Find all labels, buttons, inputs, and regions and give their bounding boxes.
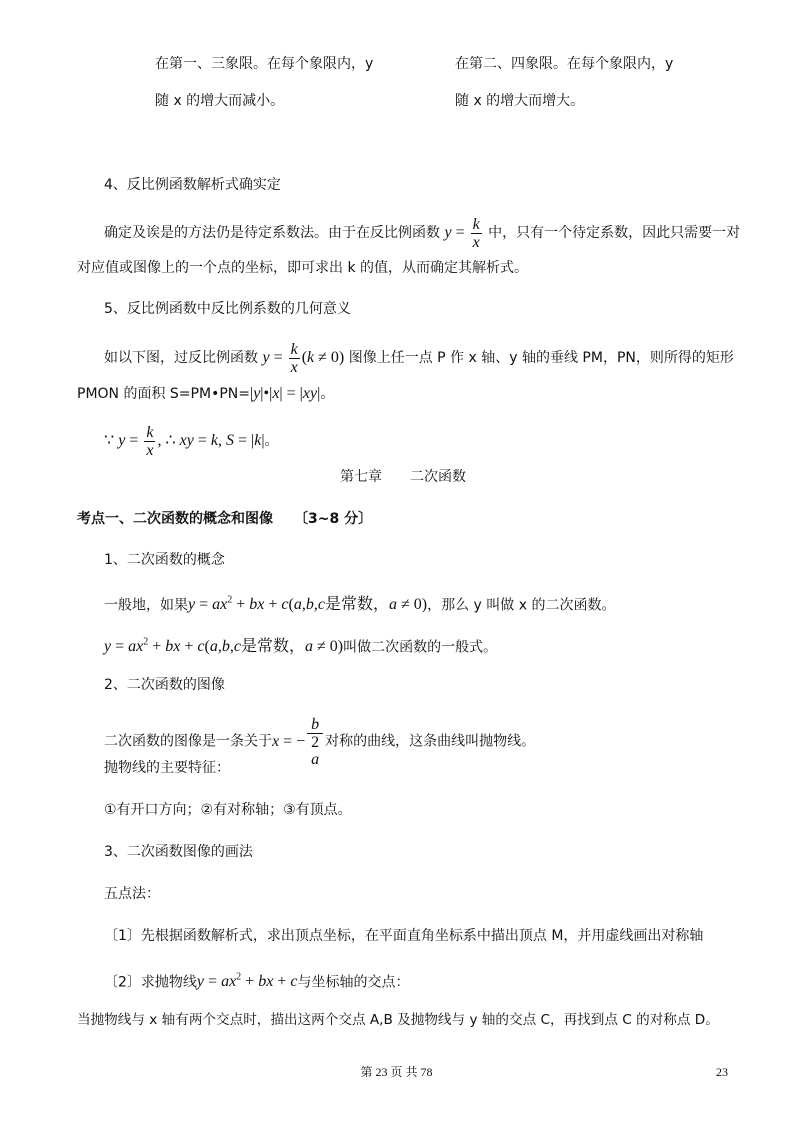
c1-text-before: 一般地，如果 (104, 597, 188, 614)
page-number: 23 (716, 1065, 728, 1079)
section-4-paragraph-line-2: 对应值或图像上的一个点的坐标，即可求出 k 的值，从而确定其解析式。 (77, 260, 529, 276)
section-5-paragraph-line-1 (104, 341, 734, 376)
formula-y-equals-k-over-x: y = $\frac{k}{x}$ (444, 216, 480, 251)
c3-text-before: 〔2〕求抛物线 (104, 974, 197, 991)
s5-area-after: 。 (320, 386, 335, 402)
s4-text-before: 确定及诶是的方法仍是待定系数法。由于在反比例函数 (104, 225, 440, 242)
section-5-heading: 5、反比例函数中反比例系数的几何意义 (104, 301, 351, 317)
c3-heading: 3、二次函数图像的画法 (104, 844, 253, 860)
c2-text-after: 对称的曲线，这条曲线叫抛物线。 (325, 733, 536, 750)
formula-quadratic-general-form: $y = ax^2$ + bx + c(a,b,c是常数，a ≠ 0) (104, 637, 344, 656)
c1-paragraph-line-2 (104, 633, 497, 657)
s5-text-before: 如以下图，过反比例函数 (104, 350, 258, 367)
formula-quadratic-definition: $y = ax^2$ + bx + c(a,b,c是常数，a ≠ 0) (188, 595, 428, 614)
s5-p3-after: 。 (264, 433, 279, 450)
c1-heading: 1、二次函数的概念 (104, 552, 225, 568)
c1-paragraph-line-1 (104, 591, 615, 615)
c3-paragraph-line-2: 〔1〕先根据函数解析式，求出顶点坐标，在平面直角坐标系中描出顶点 M，并用虚线画出对称轴 (104, 928, 704, 944)
c2-paragraph-line-2: 抛物线的主要特征： (104, 760, 230, 776)
formula-abs-y-times-abs-x: |y|•|x| = |xy| (249, 385, 321, 402)
s5-area-before: PMON 的面积 S=PM (77, 386, 212, 402)
c3-paragraph-line-1: 五点法： (104, 886, 160, 902)
c3-text-after: 与坐标轴的交点： (297, 974, 410, 991)
formula-because-therefore: ∵ y = $\frac{k}{x}$ , ∴ xy = k, S = |k| (104, 424, 265, 459)
s4-text-after: 中，只有一个待定系数，因此只需要一对 (488, 225, 741, 242)
s5-text-after: 图像上任一点 P 作 x 轴、y 轴的垂线 PM，PN，则所得的矩形 (348, 350, 734, 367)
section-5-paragraph-line-2 (77, 384, 334, 404)
const-word: 是常数 (324, 596, 373, 614)
formula-y-equals-k-over-x-k-nonzero: y = $\frac{k}{x}$ (k ≠ 0) (262, 341, 345, 376)
kaodian-heading: 考点一、二次函数的概念和图像 〔3~8 分〕 (77, 511, 373, 527)
formula-parabola: $y = ax^2$ + bx + c (196, 972, 298, 991)
c1-text-after: ，那么 y 叫做 x 的二次函数。 (427, 597, 616, 614)
s5-area-mid: PN= (219, 386, 250, 402)
section-4-heading: 4、反比例函数解析式确实定 (104, 177, 281, 193)
c2-heading: 2、二次函数的图像 (104, 677, 225, 693)
top-left-line-1: 在第一、三象限。在每个象限内，y (155, 56, 374, 72)
c1-p2-after: 叫做二次函数的一般式。 (343, 639, 498, 656)
top-right-line-2: 随 x 的增大而增大。 (455, 93, 585, 109)
c3-paragraph-line-4: 当抛物线与 x 轴有两个交点时，描出这两个交点 A,B 及抛物线与 y 轴的交点 C，再找到点 C 的对称点 D。 (77, 1012, 719, 1028)
top-right-line-1: 在第二、四象限。在每个象限内，y (455, 56, 674, 72)
const-word-2: 是常数 (240, 638, 289, 656)
c2-text-before: 二次函数的图像是一条关于 (104, 733, 272, 750)
page-footer: 第 23 页 共 78 (360, 1065, 433, 1079)
c2-paragraph-line-3: ①有开口方向；②有对称轴；③有顶点。 (104, 802, 352, 818)
c3-paragraph-line-3 (104, 968, 409, 992)
chapter-title: 第七章 二次函数 (340, 469, 466, 485)
section-5-paragraph-line-3 (104, 424, 279, 459)
formula-axis-of-symmetry: x = − b 2 a (272, 733, 325, 750)
dot-operator: • (211, 386, 220, 402)
section-4-paragraph-line-1 (104, 216, 740, 251)
top-left-line-2: 随 x 的增大而减小。 (155, 93, 285, 109)
